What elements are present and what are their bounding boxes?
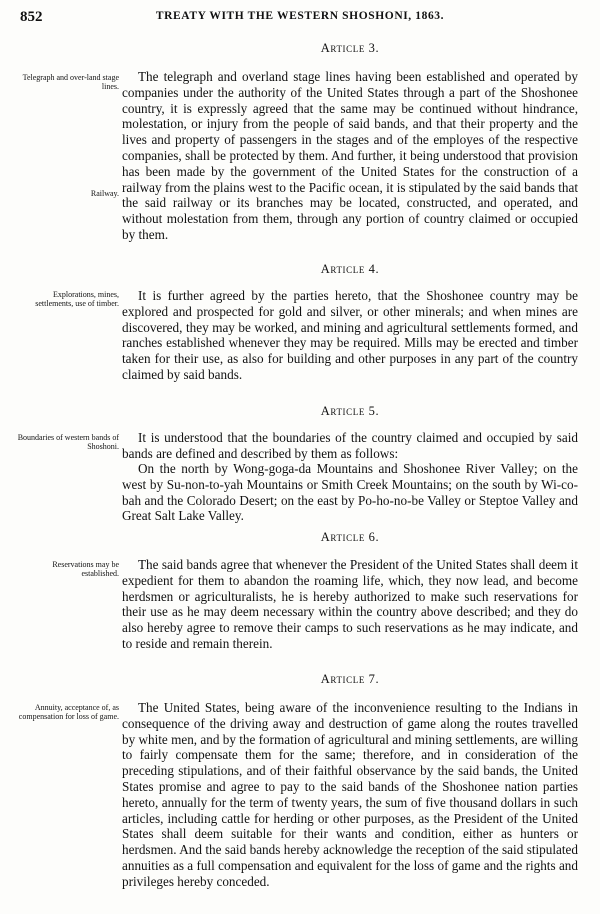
article-4-paragraph: It is further agreed by the parties hereto, that the Shoshonee country may be explored and prospected for gold and silver, or other minerals; and when mines are discovered, they may be worked, and mining and agricultural settlements formed, and ranches established whenever they may be required. Mills may be erected and timber taken for their use, as also for building and other purposes in any part of the country claimed by said bands.: [122, 288, 578, 382]
article-7-paragraph: The United States, being aware of the inconvenience resulting to the Indians in consequence of the driving away and destruction of game along the routes travelled by white men, and by the formation of agricultural and mining settlements, are willing to fairly compensate them for the same; therefore, and in consideration of the preceding stipulations, and of their faithful observance by the said bands, the United States promise and agree to pay to the said bands of the Shoshonee nation parties hereto, annually for the term of twenty years, the sum of five thousand dollars in such articles, including cattle for herding or other purposes, as the President of the United States shall deem suitable for their wants and condition, either as hunters or herdsmen. And the said bands hereby acknowledge the reception of the said stipulated annuities as a full compensation and equivalent for the loss of game and the rights and privileges hereby conceded.: [122, 700, 578, 889]
margin-note-railway: Railway.: [90, 189, 119, 198]
page-header: [20, 9, 580, 29]
article-3-paragraph: The telegraph and overland stage lines having been established and operated by companies under the authority of the United States through a part of the Shoshonee country, it is expressly agreed that the same may be continued without hindrance, molestation, or injury from the people of said bands, and that their property and the lives and property of passengers in the stages and of the employes of the respective companies, shall be protected by them. And further, it being understood that provision has been made by the government of the United States for the construction of a railway from the plains west to the Pacific ocean, it is stipulated by the said bands that the said railway or its branches may be located, constructed, and operated, and without molestation from them, through any portion of country claimed or occupied by them.: [122, 69, 578, 242]
article-5-paragraph-1: It is understood that the boundaries of the country claimed and occupied by said bands are defined and described by them as follows:: [122, 430, 578, 461]
article-6-paragraph: The said bands agree that whenever the President of the United States shall deem it expedient for them to abandon the roaming life, which, they now lead, and become herdsmen or agriculturalists, he is hereby authorized to make such reservations for their use as he may deem necessary within the country above described; and they do also hereby agree to remove their camps to such reservations as he may indicate, and to reside and remain therein.: [122, 557, 578, 651]
margin-note-telegraph: Telegraph and over-land stage lines.: [22, 73, 119, 91]
article-5-title: Article 5.: [320, 404, 380, 418]
running-title: TREATY WITH THE WESTERN SHOSHONI, 1863.: [155, 10, 445, 22]
article-3-title: Article 3.: [320, 41, 380, 55]
article-4-title: Article 4.: [320, 262, 380, 276]
page-number: 852: [20, 9, 43, 25]
article-6-title: Article 6.: [320, 530, 380, 544]
article-7-title: Article 7.: [320, 672, 380, 686]
margin-note-annuity: Annuity, acceptance of, as compensation for loss of game.: [18, 703, 119, 721]
margin-note-boundaries: Boundaries of western bands of Shoshoni.: [17, 433, 119, 451]
margin-note-explorations: Explorations, mines, settlements, use of timber.: [35, 290, 119, 308]
margin-note-reservations: Reservations may be established.: [52, 560, 119, 578]
article-5-paragraph-2: On the north by Wong-goga-da Mountains and Shoshonee River Valley; on the west by Su-non-to-yah Mountains or Smith Creek Mountains; on the south by Wi-co-bah and the Colorado Desert; on the east by Po-ho-no-be Valley or Steptoe Valley and Great Salt Lake Valley.: [122, 461, 578, 524]
